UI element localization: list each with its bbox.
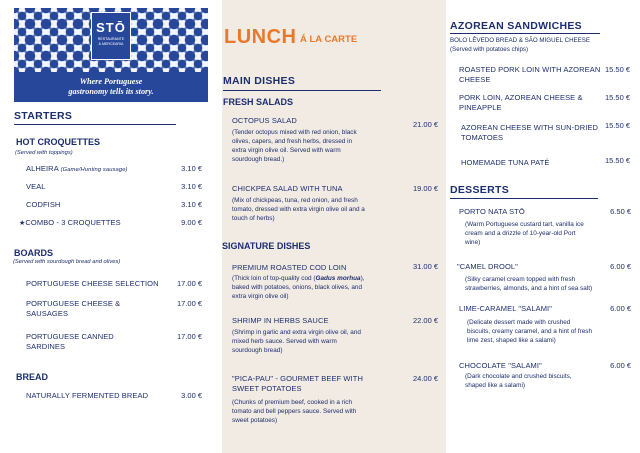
desc-line: olives, capers, and fresh herbs, dressed in: [232, 138, 353, 145]
desc-line: lime zest, shaped like a salami): [467, 337, 556, 344]
boards-note: (Served with sourdough bread and olives): [13, 259, 121, 265]
price-octopus-salad: 21.00 €: [412, 120, 438, 129]
brand-logo: [91, 12, 131, 60]
desc-line: wine): [465, 239, 481, 246]
price-cheese-sausages: 17.00 €: [176, 299, 202, 308]
item-name-line-1: AZOREAN CHEESE WITH SUN-DRIED: [461, 123, 599, 132]
menu-item-chickpea-salad: CHICKPEA SALAD WITH TUNA: [232, 184, 343, 193]
menu-item-chocolate-salami: CHOCOLATE "SALAMI": [459, 361, 542, 370]
price-fermented-bread: 3.00 €: [181, 391, 202, 400]
price-porto-nata: 6.50 €: [610, 207, 631, 216]
desc-line: (Tender octopus mixed with red onion, black: [232, 129, 357, 136]
desc-text: (Thick loin of top-quality cod (: [232, 275, 316, 282]
desc-porto-nata: [465, 220, 607, 247]
desc-chickpea-salad: [232, 196, 397, 223]
menu-item-fermented-bread: NATURALLY FERMENTED BREAD: [26, 391, 149, 400]
item-detail: (Game/Hunting sausage): [60, 167, 128, 173]
desc-pica-pau: [232, 398, 388, 425]
desc-line: extra virgin olive oil. Served with warm: [232, 147, 341, 154]
desc-line: (Mix of chickpeas, tuna, red onion, and fresh: [232, 197, 358, 204]
desc-line: tomato, dressed with extra virgin olive oil and a: [232, 206, 365, 213]
desserts-rule: [450, 198, 598, 199]
item-name-line-1: PORK LOIN, AZOREAN CHEESE &: [459, 93, 583, 102]
price-chickpea-salad: 19.00 €: [412, 184, 438, 193]
price-combo: 9.00 €: [181, 218, 202, 227]
price-cheese-tomatoes: 15.50 €: [604, 121, 630, 130]
desc-text: ),: [360, 275, 365, 282]
starters-heading: STARTERS: [14, 110, 73, 122]
item-name-line-2: SWEET POTATOES: [232, 384, 302, 393]
item-name-line-1: PORTUGUESE CANNED: [26, 332, 114, 341]
desc-camel-drool: [465, 275, 635, 293]
menu-item-canned-sardines: [26, 332, 114, 352]
desc-shrimp: [232, 328, 397, 355]
price-tuna-pate: 15.50 €: [604, 156, 630, 165]
item-name-line-2: TOMATOES: [461, 133, 504, 142]
signature-dishes-heading: SIGNATURE DISHES: [222, 241, 311, 251]
starters-rule: [14, 124, 176, 125]
azorean-sandwiches-heading: AZOREAN SANDWICHES: [450, 20, 582, 32]
azorean-note: [450, 37, 590, 54]
menu-item-porto-nata: PORTO NATA STŌ: [459, 207, 525, 216]
species-name: Gadus morhua: [315, 275, 361, 282]
bread-heading: BREAD: [16, 372, 49, 382]
menu-item-codfish: CODFISH: [26, 200, 61, 209]
fresh-salads-heading: FRESH SALADS: [223, 97, 294, 107]
item-name-line-1: ROASTED PORK LOIN WITH AZOREAN: [459, 65, 601, 74]
item-name-line-2: SAUSAGES: [26, 309, 69, 318]
desc-line: (Warm Portuguese custard tart, vanilla ice: [465, 221, 584, 228]
price-lime-caramel-salami: 6.00 €: [610, 304, 631, 313]
price-pork-pineapple: 15.50 €: [604, 93, 630, 102]
desc-line: biscuits, creamy caramel, and a hint of fresh: [467, 328, 593, 335]
desc-cod-loin: [232, 274, 397, 301]
price-veal: 3.10 €: [181, 182, 202, 191]
main-dishes-heading: MAIN DISHES: [223, 75, 296, 87]
logo-subtext-1: RESTAURANTE: [97, 37, 125, 41]
hot-croquettes-note: (Served with toppings): [15, 150, 73, 156]
brand-tagline: [14, 72, 208, 102]
menu-item-octopus-salad: OCTOPUS SALAD: [232, 116, 297, 125]
desc-line: cream and a drizzle of 10-year-old Port: [465, 230, 576, 237]
desc-line: (Silky caramel cream topped with fresh: [465, 276, 576, 283]
desc-line: (Dark chocolate and crushed biscuits,: [465, 373, 572, 380]
price-cod-loin: 31.00 €: [412, 262, 438, 271]
menu-item-pork-pineapple: [459, 93, 583, 113]
desc-line: tomato and bell peppers sauce. Served with: [232, 408, 357, 415]
item-name: ALHEIRA: [26, 164, 59, 173]
price-cheese-selection: 17.00 €: [176, 279, 202, 288]
menu-item-shrimp: SHRIMP IN HERBS SAUCE: [232, 316, 329, 325]
price-pica-pau: 24.00 €: [412, 374, 438, 383]
menu-item-alheira: [26, 164, 128, 175]
desserts-heading: DESSERTS: [450, 184, 509, 196]
desc-chocolate-salami: [465, 372, 625, 390]
menu-item-combo: [19, 218, 121, 229]
price-roasted-pork: 15.50 €: [604, 65, 630, 74]
item-name-line-2: SARDINES: [26, 342, 66, 351]
price-alheira: 3.10 €: [181, 164, 202, 173]
main-dishes-rule: [223, 90, 381, 91]
logo-text: STŌ: [96, 20, 126, 35]
desc-line: baked with potatoes, onions, black olives, and: [232, 284, 363, 291]
logo-subtext-2: & MERCEARIA: [98, 41, 124, 46]
price-chocolate-salami: 6.00 €: [610, 361, 631, 370]
menu-item-tuna-pate: HOMEMADE TUNA PATÉ: [461, 158, 550, 167]
desc-octopus-salad: [232, 128, 392, 164]
menu-item-cod-loin: PREMIUM ROASTED COD LOIN: [232, 263, 347, 272]
desc-line: [232, 274, 397, 283]
desc-lime-caramel-salami: [467, 318, 632, 345]
azorean-note-line-2: (Served with potatoes chips): [450, 45, 529, 53]
menu-item-roasted-pork: [459, 65, 600, 85]
menu-item-camel-drool: "CAMEL DROOL": [457, 262, 518, 271]
desc-line: sourdough bread.): [232, 156, 285, 163]
menu-item-pica-pau: [232, 374, 363, 394]
item-name-line-1: PORTUGUESE CHEESE &: [26, 299, 121, 308]
boards-heading: BOARDS: [14, 248, 54, 258]
price-canned-sardines: 17.00 €: [176, 332, 202, 341]
tagline-line-1: Where Portuguese: [79, 77, 143, 86]
item-name: COMBO - 3 CROQUETTES: [25, 218, 121, 227]
price-codfish: 3.10 €: [181, 200, 202, 209]
lunch-title: LUNCH: [224, 26, 297, 48]
menu-item-cheese-selection: PORTUGUESE CHEESE SELECTION: [26, 279, 159, 288]
menu-item-cheese-sausages: [26, 299, 120, 319]
menu-item-cheese-tomatoes: [461, 123, 598, 143]
azorean-note-line-1: BOLO LÊVEDO BREAD & SÃO MIGUEL CHEESE: [450, 37, 591, 44]
desc-line: sweet potatoes): [232, 417, 278, 424]
desc-line: (Delicate dessert made with crushed: [467, 319, 571, 326]
item-name-line-1: "PICA-PAU" - GOURMET BEEF WITH: [232, 374, 363, 383]
desc-line: shaped like a salami): [465, 382, 526, 389]
menu-item-lime-caramel-salami: LIME-CARAMEL "SALAMI": [459, 304, 553, 313]
price-shrimp: 22.00 €: [412, 316, 438, 325]
azorean-rule: [450, 33, 600, 34]
price-camel-drool: 6.00 €: [610, 262, 631, 271]
item-name-line-2: CHEESE: [459, 75, 491, 84]
hot-croquettes-heading: HOT CROQUETTES: [16, 137, 101, 147]
desc-line: mixed herb sauce. Served with warm: [232, 338, 337, 345]
desc-line: sourdough bread): [232, 347, 283, 354]
star-icon: ★: [19, 220, 26, 227]
tagline-line-2: gastronomy tells its story.: [68, 87, 154, 96]
desc-line: extra virgin olive oil): [232, 293, 289, 300]
desc-line: (Shrimp in garlic and extra virgin olive oil, and: [232, 329, 361, 336]
desc-line: strawberries, almonds, and a hint of sea salt): [465, 285, 593, 292]
item-name-line-2: PINEAPPLE: [459, 103, 502, 112]
menu-item-veal: VEAL: [26, 182, 46, 191]
a-la-carte-subtitle: Á LA CARTE: [300, 34, 358, 45]
desc-line: (Chunks of premium beef, cooked in a rich: [232, 399, 353, 406]
desc-line: touch of herbs): [232, 215, 275, 222]
brand-banner: [14, 8, 208, 102]
